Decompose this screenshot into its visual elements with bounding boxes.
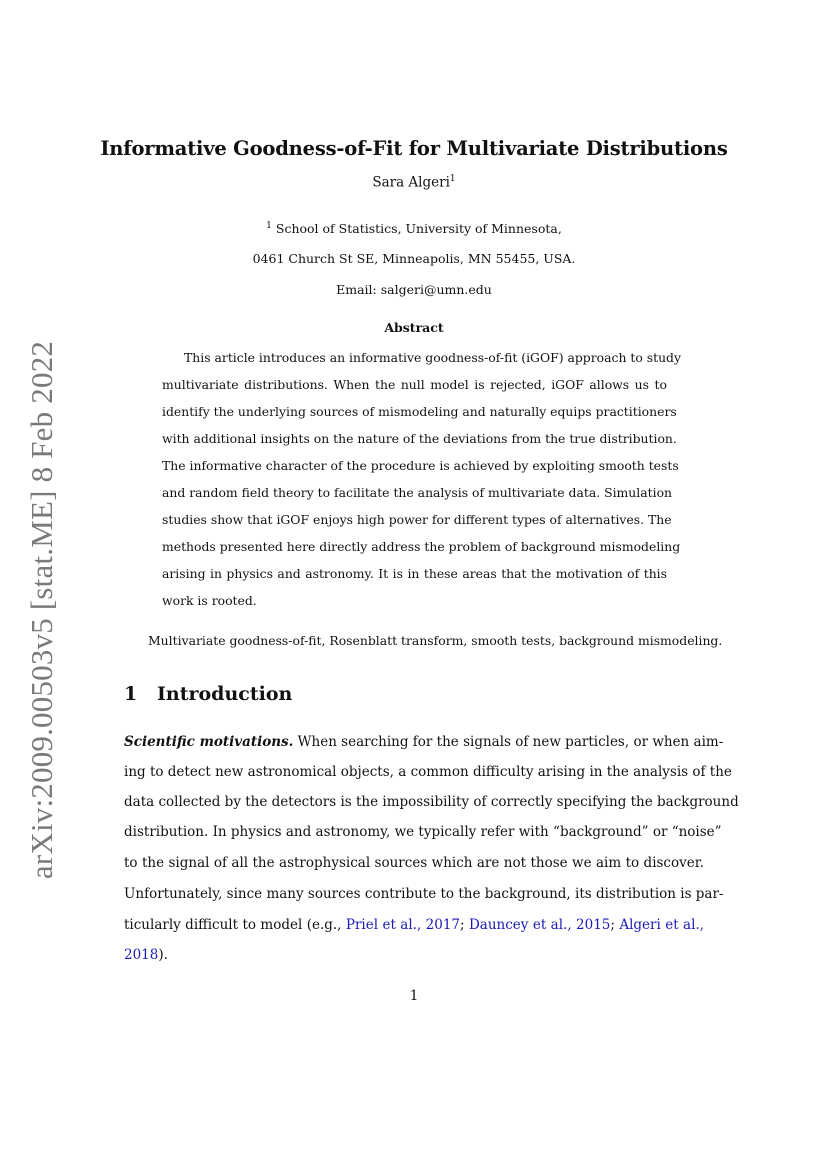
body-line: data collected by the detectors is the impossibility of correctly specifying the background <box>124 794 739 810</box>
abstract-line: This article introduces an informative goodness-of-fit (iGOF) approach to study <box>184 350 681 365</box>
section-title: Introduction <box>157 683 293 705</box>
abstract-line: and random field theory to facilitate the analysis of multivariate data. Simulation <box>162 485 673 500</box>
runin-heading: Scientific motivations. <box>124 734 294 750</box>
abstract-line: studies show that iGOF enjoys high power for different types of alternatives. The <box>162 512 672 527</box>
affiliation-line-1 <box>0 221 828 236</box>
body-line: distribution. In physics and astronomy, we typically refer with “background” or “noise” <box>124 824 722 840</box>
body-line: ing to detect new astronomical objects, a common difficulty arising in the analysis of the <box>124 764 732 780</box>
abstract-line: work is rooted. <box>162 593 257 608</box>
abstract-line: arising in physics and astronomy. It is in these areas that the motivation of this <box>162 566 667 581</box>
author-affiliation-mark: 1 <box>449 174 456 184</box>
affiliation-email: Email: salgeri@umn.edu <box>336 282 492 297</box>
affiliation-institution: School of Statistics, University of Minnesota, <box>275 221 562 237</box>
body-line: 2018). <box>124 947 168 963</box>
abstract-line: multivariate distributions. When the null model is rejected, iGOF allows us to <box>162 377 667 392</box>
author-line <box>0 174 828 191</box>
abstract-line: with additional insights on the nature of the deviations from the true distribution. <box>162 431 677 446</box>
body-line: to the signal of all the astrophysical sources which are not those we aim to discover. <box>124 855 704 871</box>
abstract-heading: Abstract <box>384 320 444 335</box>
page-number: 1 <box>409 988 419 1004</box>
abstract-line: methods presented here directly address the problem of background mismodeling <box>162 539 681 554</box>
body-line: ticularly difficult to model (e.g., Priel et al., 2017; Dauncey et al., 2015; Algeri et al., <box>124 917 704 933</box>
body-line: Scientific motivations. When searching for the signals of new particles, or when aim- <box>124 734 724 750</box>
abstract-line: identify the underlying sources of mismodeling and naturally equips practitioners <box>162 404 677 419</box>
body-line: Unfortunately, since many sources contribute to the background, its distribution is par- <box>124 886 724 902</box>
arxiv-identifier: arXiv:2009.00503v5 [stat.ME] 8 Feb 2022 <box>24 340 59 880</box>
paper-title: Informative Goodness-of-Fit for Multivariate Distributions <box>100 137 728 160</box>
section-number: 1 <box>124 683 138 705</box>
citation-link-algeri[interactable]: Algeri et al., <box>619 917 704 933</box>
citation-link-dauncey[interactable]: Dauncey et al., 2015 <box>468 917 611 933</box>
affiliation-mark: 1 <box>266 221 272 231</box>
citation-link-priel[interactable]: Priel et al., 2017 <box>345 917 461 933</box>
author-name: Sara Algeri <box>372 174 450 191</box>
citation-link-algeri-year[interactable]: 2018 <box>124 947 159 963</box>
abstract-line: The informative character of the procedure is achieved by exploiting smooth tests <box>162 458 679 473</box>
section-heading <box>124 683 292 705</box>
affiliation-line-2: 0461 Church St SE, Minneapolis, MN 55455, USA. <box>252 251 576 266</box>
keywords: Multivariate goodness-of-fit, Rosenblatt transform, smooth tests, background mismodeling. <box>148 633 723 648</box>
